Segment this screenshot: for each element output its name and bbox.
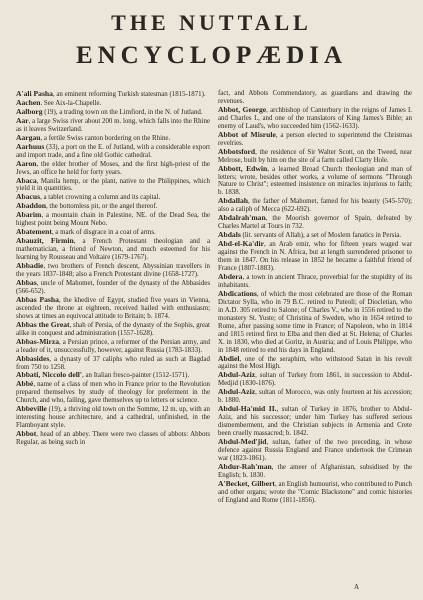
entry-text: , a large Swiss river about 200 m. long, which falls into the Rhine as it leaves Switzerland. — [16, 117, 210, 133]
entry — [16, 380, 210, 405]
entry-headword: Abdals — [218, 230, 241, 240]
entry-text: , an Arab emir, who for fifteen years waged war against the French in N. Africa, but at length surrendered prisoner to them in 1847. On his release in 1852 he became a faithful friend of France (1807-1883). — [218, 241, 412, 273]
entry-text: , uncle of Mahomet, founder of the dynasty of the Abbasides (566-652). — [16, 279, 210, 295]
signature-mark: A — [354, 583, 360, 591]
entry-headword: Abatement — [16, 227, 52, 237]
entry-headword: Abbati, Niccolo dell' — [16, 370, 83, 380]
book-title: THE NUTTALL — [111, 10, 312, 35]
entry — [218, 148, 412, 165]
entry — [16, 90, 210, 99]
entry-headword: Abauzit, Firmin — [16, 236, 74, 246]
entry-text: . See Aix-la-Chapelle. — [40, 99, 102, 107]
entry-text: , a dynasty of 37 caliphs who ruled as such at Bagdad from 750 to 1258. — [16, 355, 210, 371]
entry-text: , the elder brother of Moses, and the first high-priest of the Jews, an office he held for forty years. — [16, 160, 210, 176]
entry-headword: Abaca — [16, 175, 37, 185]
entry-headword: Aalborg — [16, 106, 43, 116]
entry-text: , shah of Persia, of the dynasty of the Sophis, great alike in conquest and administration (1557-1628). — [16, 321, 210, 337]
entry — [218, 355, 412, 372]
entry-text: , a mountain chain in Palestine, NE. of the Dead Sea, the highest point being Mount Nebo. — [16, 212, 210, 228]
right-column — [218, 90, 412, 505]
entry-text: , the ameer of Afghanistan, subsidised by the English; b. 1830. — [218, 463, 412, 479]
entry — [16, 321, 210, 338]
entry-headword: Abacus — [16, 192, 41, 202]
entry — [16, 355, 210, 372]
entry — [16, 143, 210, 160]
entry — [16, 405, 210, 430]
entry-headword: Abd-el-Ka'dir — [218, 239, 264, 249]
entry-text: , the khedive of Egypt, studied five years in Vienna, ascended the throne at eighteen, received hailed with enthusiasm; shows at times an equivocal attitude to Britain; b. 1874. — [16, 296, 210, 320]
entry-text: , sultan, father of the two preceding, in whose defence against Russia England and France undertook the Crimean war (1823-1861). — [218, 439, 412, 462]
entry-headword: Abdul-Med'jid — [218, 437, 267, 447]
entry — [218, 240, 412, 273]
entry-text: , one of the seraphim, who withstood Satan in his revolt against the Most High. — [218, 355, 412, 371]
entry — [16, 160, 210, 177]
entry-headword: Abbas Pasha — [16, 294, 59, 304]
entry-text: fact, and Abbots Commendatory, as guardians and drawing the revenues. — [218, 90, 412, 105]
entry-text: , an Italian fresco-painter (1512-1571). — [82, 372, 190, 380]
entry-headword: Abbotsford — [218, 146, 256, 156]
entry-headword: Abbasides — [16, 353, 50, 363]
entry-text: , an English humourist, who contributed to Punch and other organs; wrote the "Comic Blackstone" and comic histories of England and Rome (1811-1856). — [218, 480, 412, 504]
entry — [16, 99, 210, 108]
entry-text: , the bottomless pit, or the angel thereof. — [45, 203, 158, 211]
entry-headword: Aachen — [16, 97, 41, 107]
entry-headword: Abbeville — [16, 404, 47, 414]
entry-text: , a mark of disgrace in a coat of arms. — [51, 229, 156, 237]
entry-text: , name of a class of men who in France prior to the Revolution prepared themselves by study of theology for preferment in the Church, and who, failing, gave themselves up to letters or science. — [16, 381, 210, 405]
entry-text: (lit. servants of Allah), a set of Moslem fanatics in Persia. — [240, 232, 402, 240]
entry-text: , a fertile Swiss canton bordering on the Rhine. — [40, 134, 171, 142]
entry-text: (19), a trading town on the Limfiord, in the N. of Jutland. — [42, 108, 203, 116]
entry-text: (19), a thriving old town on the Somme, 12 m. up, with an interesting house architecture, and a cathedral, unfinished, in the Flamboyant style. — [16, 406, 210, 430]
entry-text: , of which the most celebrated are those of the Roman Dictator Sylla, who in 79 B.C. retired to Puteoli; of Diocletian, who in A.D. 305 retired to Salone; of Charles V., who in 1556 retired to the monastery St. Yuste; of Christina of Sweden, who in 1654 retired to Rome, after passing some time in France; of Napoleon, who in 1814 and 1815 retired first to Elba and then died at St. Helena; of Charles X. in 1830, who died at Goritz, in Austria; and of Louis Philippe, who in 1848 retired to end his days in England. — [218, 290, 412, 354]
entry-text: (33), a port on the E. of Jutland, with a considerable export and import trade, and a fine old Gothic cathedral. — [16, 143, 210, 159]
entry-text: , the residence of Sir Walter Scott, on the Tweed, near Melrose, built by him on the site of a farm called Clarty Hole. — [218, 148, 412, 164]
entry-headword: Abarim — [16, 210, 42, 220]
entry-headword: Abbott, Edwin — [218, 163, 268, 173]
entry-text: , a learned Broad Church theologian and man of letters; wrote, besides other works, a volume of sermons "Through Nature to Christ"; esteemed insistence on miracles injurious to faith; b. 1838. — [218, 165, 413, 197]
entry-headword: Abbas the Great — [16, 319, 70, 329]
entry — [16, 117, 210, 134]
entry-headword: A'ali Pasha — [16, 89, 53, 98]
entry-headword: Abbé — [16, 379, 34, 389]
entry-headword: Abdiel — [218, 353, 240, 363]
entry — [16, 338, 210, 355]
entry — [218, 463, 412, 480]
entry-headword: Abdalrah'man — [218, 213, 266, 223]
entry-text: , a person elected to superintend the Christmas revelries. — [218, 131, 413, 147]
entry — [16, 237, 210, 262]
entry-headword: Abbot — [16, 429, 37, 439]
entry-text: , two brothers of French descent, Abyssinian travellers in the years 1837-1848; also a French Protestant divine (1658-1727). — [16, 263, 210, 279]
entry — [218, 197, 412, 214]
entry-headword: Aar — [16, 115, 29, 125]
entry — [218, 106, 412, 131]
entry — [16, 296, 210, 321]
entry — [16, 134, 210, 143]
entry — [218, 273, 412, 290]
entry — [218, 405, 412, 438]
entry-text: , sultan of Turkey from 1861, in succession to Abdul-Medjid (1830-1876). — [218, 372, 412, 388]
entry — [218, 480, 412, 505]
entry-text: , a French Protestant theologian and a mathematician, a friend of Newton, and much esteemed for his learning by Rousseau and Voltaire (1679-1767). — [16, 238, 211, 262]
entry — [16, 262, 210, 279]
entry — [16, 279, 210, 296]
entry-text: , sultan of Turkey in 1876, brother to Abdul-Aziz, and his successor; under him Turkey has suffered serious dismemberment, and the Christian subjects in Armenia and Crete been cruelly massacred; b. 1842. — [218, 406, 412, 438]
entry-text: , sultan of Morocco, was only fourteen at his accession; b. 1880. — [218, 389, 412, 405]
entry-headword: Abbas — [16, 277, 37, 287]
entry — [218, 214, 412, 231]
entry — [218, 165, 412, 198]
entry-headword: Abdul-Ha'mid II. — [218, 404, 277, 414]
entry-headword: Aarhuus — [16, 141, 45, 151]
entry — [218, 438, 412, 463]
entry-text: , the father of Mahomet, famed for his beauty (545-570); also a caliph of Mecca (622-692). — [218, 198, 412, 214]
entry — [218, 290, 412, 355]
entry — [16, 202, 210, 211]
entry — [16, 430, 210, 447]
entry — [16, 371, 210, 380]
entry — [218, 90, 412, 106]
entry — [218, 388, 412, 405]
entry-headword: A'Becket, Gilbert — [218, 478, 275, 488]
left-column — [16, 90, 210, 447]
entry-text: , head of an abbey. There were two classes of abbots: Abbots Regular, as being such in — [16, 431, 210, 447]
entry-headword: Abdera — [218, 271, 243, 281]
entry — [218, 371, 412, 388]
entry-headword: Abdallah — [218, 196, 248, 206]
entry-headword: Abaddon — [16, 201, 46, 211]
entry — [16, 108, 210, 117]
entry-headword: Abdul-Aziz — [218, 370, 256, 380]
entry-headword: Aargau — [16, 132, 41, 142]
entry-headword: Aaron — [16, 158, 37, 168]
entry-headword: Abbadie — [16, 261, 44, 271]
book-subtitle: ENCYCLOPÆDIA — [75, 42, 348, 69]
entry-text: , an eminent reforming Turkish statesman (1815-1871). — [52, 91, 206, 98]
entry — [16, 177, 210, 194]
entry — [218, 131, 412, 148]
entry-text: , a tablet crowning a column and its capital. — [40, 194, 161, 202]
entry-text: , a town in ancient Thrace, proverbial for the stupidity of its inhabitants. — [218, 273, 412, 289]
entry-headword: Abbas-Mirza — [16, 336, 60, 346]
entry-headword: Abbot of Misrule — [218, 129, 276, 139]
entry-headword: Abbot, George — [218, 104, 267, 114]
entry-text: , archbishop of Canterbury in the reigns of James I. and Charles I., and one of the translators of King James's Bible; an enemy of Laud's, who succeeded him (1562-1633). — [218, 106, 412, 130]
entry-headword: Abdur-Rah'man — [218, 461, 272, 471]
entry-headword: Abdul-Aziz — [218, 387, 256, 397]
entry-headword: Abdications — [218, 288, 257, 298]
entry-text: , a Persian prince, a reformer of the Persian army, and a leader of it, unsuccessfully, however, against Russia (1783-1833). — [16, 338, 210, 354]
entry-text: , the Moorish governor of Spain, defeated by Charles Martel at Tours in 732. — [218, 215, 412, 231]
entry — [16, 211, 210, 228]
entry-text: , Manila hemp, or the plant, native to the Philippines, which yield it in quantities. — [16, 177, 210, 193]
